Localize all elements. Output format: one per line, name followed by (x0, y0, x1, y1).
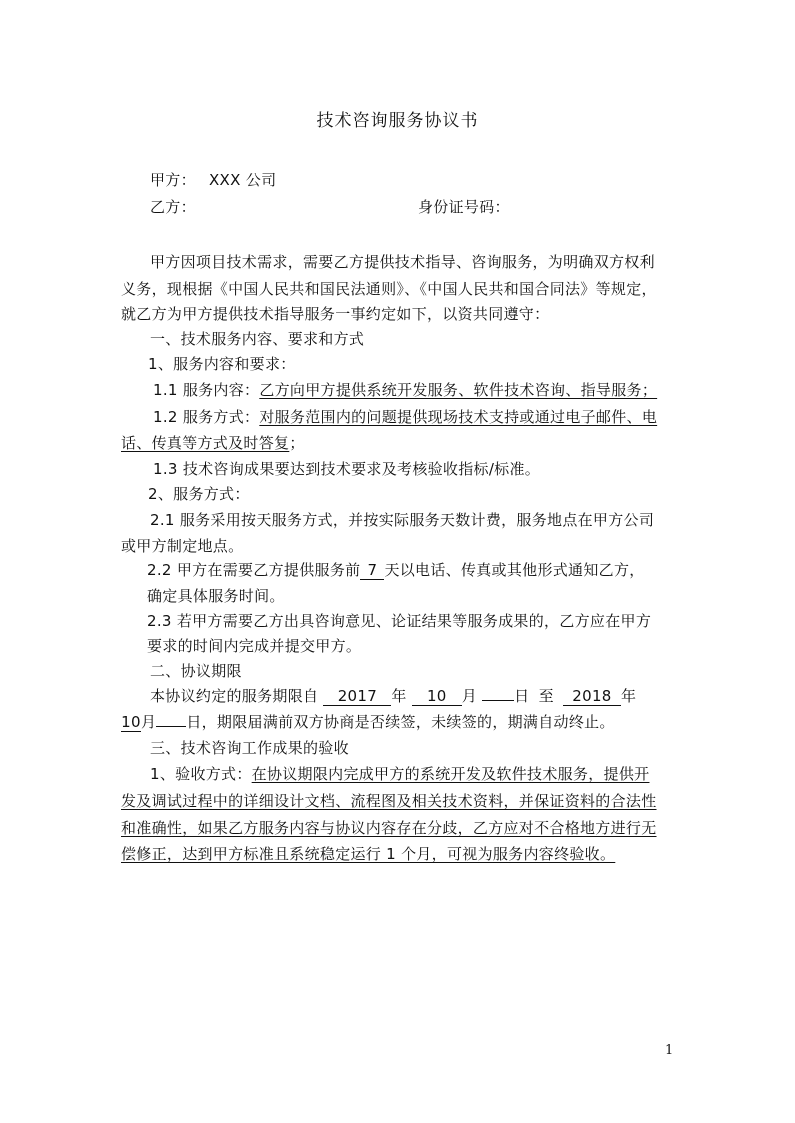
item-1-2-end: ； (289, 434, 305, 452)
acceptance-label: 1、验收方式： (150, 765, 252, 783)
end-day-field (156, 726, 186, 727)
period-post: 日，期限届满前双方协商是否续签，未续签的，期满自动终止。 (186, 713, 615, 731)
party-a-line (150, 170, 276, 190)
section-3-heading: 三、技术咨询工作成果的验收 (150, 739, 349, 757)
item-2-1-line2: 或甲方制定地点。 (121, 537, 244, 555)
item-2-2 (147, 560, 645, 580)
end-year-field: 2018 (563, 688, 621, 706)
party-a-label: 甲方： (150, 171, 196, 189)
item-1-2 (153, 407, 657, 427)
id-number-label: 身份证号码： (418, 198, 510, 216)
item-2-3-line2: 要求的时间内完成并提交甲方。 (147, 637, 362, 655)
acceptance-line1 (150, 764, 649, 784)
acceptance-text-2: 发及调试过程中的详细设计文档、流程图及相关技术资料，并保证资料的合法性 (121, 792, 657, 810)
acceptance-text-1: 在协议期限内完成甲方的系统开发及软件技术服务，提供开 (251, 765, 650, 783)
item-2-2-line2: 确定具体服务时间。 (147, 587, 285, 605)
item-2-1-line1: 2.1 服务采用按天服务方式，并按实际服务天数计费，服务地点在甲方公司 (150, 511, 655, 529)
end-month-char: 月 (141, 713, 157, 731)
party-b-label: 乙方： (150, 198, 196, 216)
party-a-value: XXX 公司 (208, 171, 277, 189)
advance-days-field: 7 (360, 562, 384, 580)
section-1-heading: 一、技术服务内容、要求和方式 (150, 330, 365, 348)
item-2-2-pre: 2.2 甲方在需要乙方提供服务前 (147, 561, 361, 579)
period-to: 至 (538, 687, 554, 705)
start-year-field: 2017 (323, 688, 391, 706)
item-1-2-label: 1.2 服务方式： (153, 408, 260, 426)
item-1-3: 1.3 技术咨询成果要达到技术要求及考核验收指标/标准。 (153, 460, 541, 478)
item-2-3-line1: 2.3 若甲方需要乙方出具咨询意见、论证结果等服务成果的，乙方应在甲方 (147, 612, 652, 630)
sub-2-heading: 2、服务方式： (148, 485, 250, 503)
intro-line-2: 义务，现根据《中国人民共和国民法通则》、《中国人民共和国合同法》等规定， (121, 280, 657, 298)
end-month-field: 10 (121, 713, 141, 731)
item-2-2-post: 天以电话、传真或其他形式通知乙方， (384, 561, 645, 579)
start-day-field (482, 700, 514, 701)
page-number: 1 (665, 1043, 674, 1058)
sub-1-heading: 1、服务内容和要求： (148, 355, 296, 373)
acceptance-text-4: 偿修正，达到甲方标准且系统稳定运行 1 个月，可视为服务内容终验收。 (121, 845, 616, 863)
item-1-2-continued (121, 433, 305, 453)
intro-line-3: 就乙方为甲方提供技术指导服务一事约定如下，以资共同遵守： (121, 305, 550, 323)
acceptance-line4 (121, 844, 615, 864)
start-month-field: 10 (412, 688, 462, 706)
service-period-line1 (150, 686, 636, 706)
section-2-heading: 二、协议期限 (150, 662, 242, 680)
intro-line-1: 甲方因项目技术需求，需要乙方提供技术指导、咨询服务，为明确双方权利 (150, 253, 655, 271)
item-1-1 (153, 380, 657, 400)
service-period-line2 (121, 712, 615, 732)
acceptance-line3 (121, 818, 657, 838)
item-1-1-label: 1.1 服务内容： (153, 381, 260, 399)
item-1-2-value-line1: 对服务范围内的问题提供现场技术支持或通过电子邮件、电 (259, 408, 658, 426)
period-intro: 本协议约定的服务期限自 (150, 687, 319, 705)
start-year-char: 年 (391, 687, 407, 705)
start-day-char: 日 (514, 687, 530, 705)
item-1-1-value: 乙方向甲方提供系统开发服务、软件技术咨询、指导服务； (259, 381, 658, 399)
end-year-char: 年 (620, 687, 637, 705)
acceptance-text-3: 和准确性，如果乙方服务内容与协议内容存在分歧，乙方应对不合格地方进行无 (121, 819, 657, 837)
start-month-char: 月 (461, 687, 478, 705)
document-title: 技术咨询服务协议书 (316, 111, 479, 131)
item-1-2-value-line2: 话、传真等方式及时答复 (121, 434, 290, 452)
acceptance-line2 (121, 791, 657, 811)
